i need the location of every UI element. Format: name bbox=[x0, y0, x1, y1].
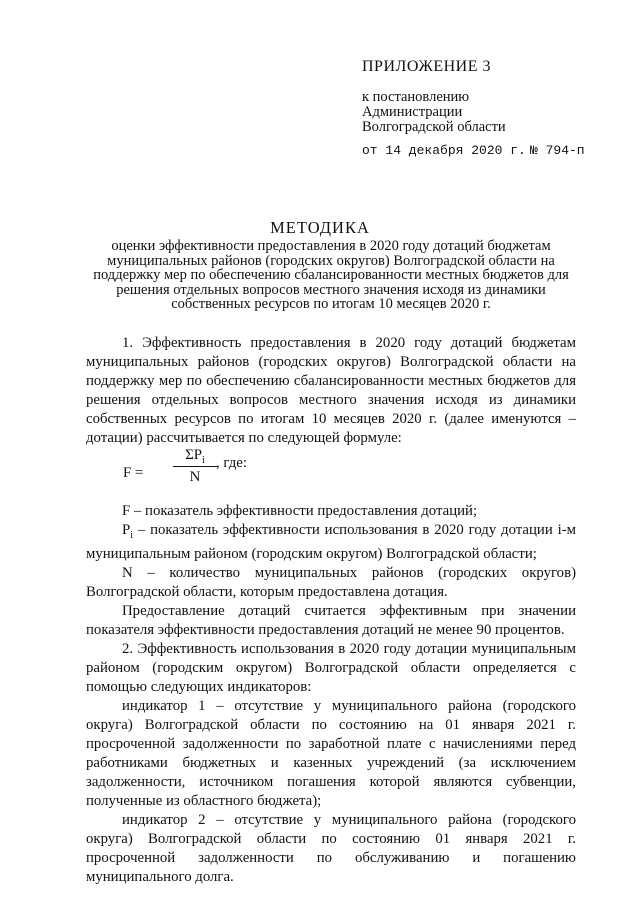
paragraph-1: 1. Эффективность предоставления в 2020 году дотаций бюджетам муниципальных районов (городских округов) Волгоградской области на поддержку мер по обеспечению сбалансированности местных бюджетов для решения отдельных вопросов местного значения исходя из динамики собственных ресурсов по итогам 10 месяцев 2020 г. (далее именуются – дотации) рассчитывается по следующей формуле: bbox=[86, 335, 576, 446]
formula-numerator: $\Sigma P_i$ bbox=[185, 447, 205, 466]
indicator-1: индикатор 1 – отсутствие у муниципального района (городского округа) Волгоградской области по состоянию на 01 января 2021 г. просроченной задолженности по заработной плате с начислениями перед работниками бюджетных и казенных учреждений (за исключением задолженности, источником погашения которой являются субвенции, полученные из областного бюджета); bbox=[86, 697, 576, 809]
resolution-number: № 794-п bbox=[530, 143, 585, 158]
fraction-bar bbox=[173, 466, 217, 467]
formula-suffix: , где: bbox=[216, 455, 247, 471]
resolution-reference bbox=[362, 90, 506, 135]
document-title: МЕТОДИКА bbox=[270, 218, 370, 237]
reference-line: Волгоградской области bbox=[362, 119, 506, 135]
reference-line: Администрации bbox=[362, 104, 463, 120]
resolution-date-line bbox=[362, 143, 592, 158]
definition-f: F – показатель эффективности предоставления дотаций; bbox=[122, 503, 478, 519]
document-body bbox=[86, 334, 576, 887]
indicator-2: индикатор 2 – отсутствие у муниципального района (городского округа) Волгоградской области по состоянию 01 января 2021 г. просроченной задолженности по обслуживанию и погашению муниципального долга. bbox=[86, 811, 576, 885]
definition-n: N – количество муниципальных районов (городских округов) Волгоградской области, которым предоставлена дотация. bbox=[86, 564, 576, 600]
document-subtitle: оценки эффективности предоставления в 2020 году дотаций бюджетам муниципальных районов (городских округов) Волгоградской области на поддержку мер по обеспечению сбалансированности местных бюджетов для решения отдельных вопросов местного значения исходя из динамики собственных ресурсов по итогам 10 месяцев 2020 г. bbox=[93, 238, 569, 312]
appendix-label: ПРИЛОЖЕНИЕ 3 bbox=[362, 58, 492, 75]
formula-lhs: F = bbox=[123, 465, 144, 481]
resolution-date: от 14 декабря 2020 г. bbox=[362, 143, 526, 158]
definition-p: $P_i$ – показатель эффективности использования в 2020 году дотации i-м муниципальным районом (городским округом) Волгоградской области; bbox=[86, 522, 576, 562]
formula-denominator: N bbox=[189, 469, 201, 485]
formula bbox=[86, 447, 576, 494]
paragraph-effectiveness: Предоставление дотаций считается эффективным при значении показателя эффективности предоставления дотаций не менее 90 процентов. bbox=[86, 602, 576, 638]
paragraph-2: 2. Эффективность использования в 2020 году дотации муниципальным районом (городским округом) Волгоградской области определяется с помощью следующих индикаторов: bbox=[86, 640, 576, 695]
reference-line: к постановлению bbox=[362, 89, 470, 105]
